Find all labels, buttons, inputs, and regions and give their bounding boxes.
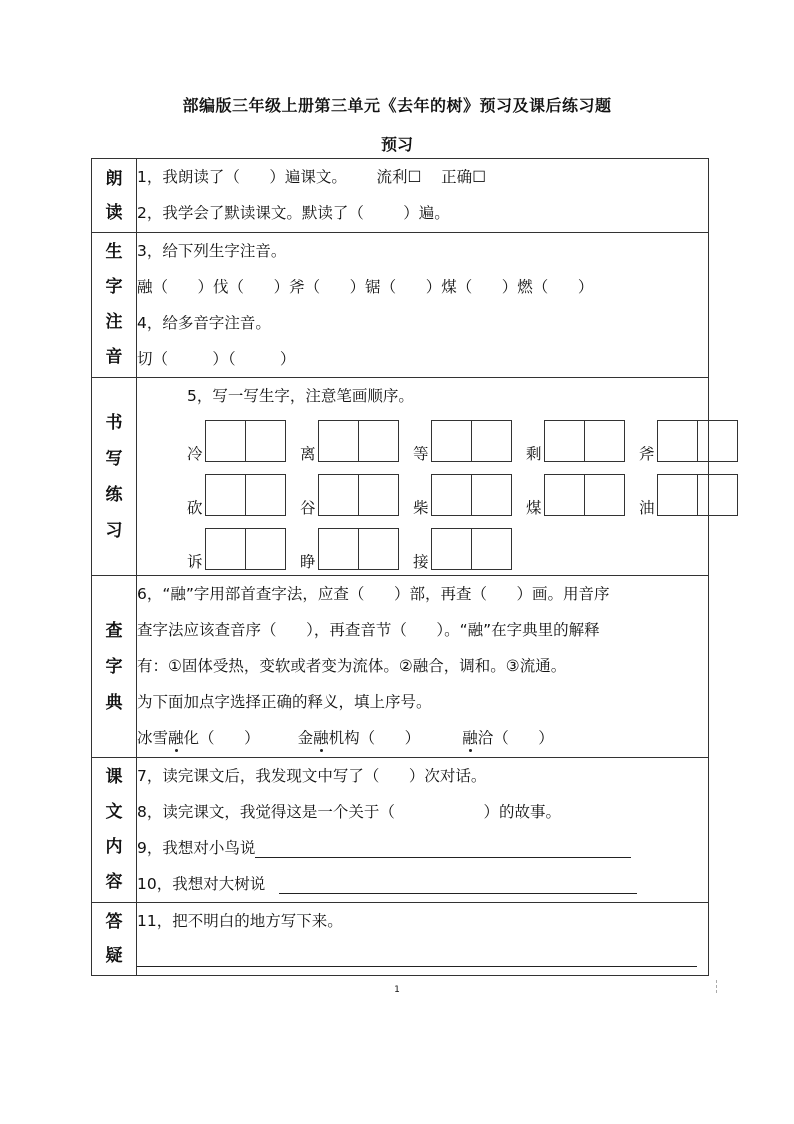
question-1[interactable]: 1，我朗读了（ ）遍课文。 流利☐ 正确☐ — [137, 168, 486, 186]
writing-cell[interactable] — [432, 421, 471, 461]
heading-char: 音 — [105, 347, 123, 367]
writing-item — [639, 474, 738, 520]
writing-cell[interactable] — [358, 421, 398, 461]
dotted-char: 融 — [168, 729, 184, 747]
section-heading-content — [92, 758, 137, 903]
writing-item — [300, 420, 399, 466]
writing-box[interactable] — [431, 474, 512, 516]
section-heading-qa — [92, 903, 137, 976]
practice-char: 等 — [413, 445, 429, 463]
writing-item — [300, 528, 399, 574]
question-10[interactable]: 10，我想对大树说 — [137, 866, 708, 902]
practice-char: 油 — [639, 499, 655, 517]
heading-char: 字 — [105, 277, 123, 297]
writing-cell[interactable] — [658, 421, 697, 461]
writing-item — [413, 420, 512, 466]
heading-char: 书 — [105, 412, 123, 433]
practice-char: 砍 — [187, 499, 203, 517]
question-9[interactable]: 9，我想对小鸟说 — [137, 830, 708, 866]
worksheet-table — [91, 158, 709, 976]
dotted-char: 融 — [313, 729, 329, 747]
writing-cell[interactable] — [584, 475, 624, 515]
writing-item — [526, 474, 625, 520]
meaning-choices[interactable]: 冰雪融化（ ） 金融机构（ ） 融洽（ ） — [137, 729, 554, 747]
heading-char: 典 — [105, 692, 123, 713]
polyphone-blanks[interactable]: 切（ ）（ ） — [137, 350, 296, 368]
writing-grid-row — [187, 466, 708, 520]
writing-box[interactable] — [205, 528, 286, 570]
writing-item — [300, 474, 399, 520]
heading-char: 读 — [105, 202, 123, 223]
heading-char: 习 — [105, 520, 123, 541]
writing-cell[interactable] — [245, 421, 285, 461]
writing-cell[interactable] — [432, 475, 471, 515]
writing-cell[interactable] — [471, 421, 511, 461]
writing-box[interactable] — [544, 474, 625, 516]
heading-char: 查 — [105, 620, 123, 641]
section-content-pinyin — [137, 233, 709, 378]
practice-char: 斧 — [639, 445, 655, 463]
pinyin-blanks[interactable]: 融（ ）伐（ ）斧（ ）锯（ ）煤（ ）燃（ ） — [137, 278, 594, 296]
section-content-qa — [137, 903, 709, 976]
writing-item — [187, 474, 286, 520]
heading-char: 内 — [105, 837, 123, 857]
writing-cell[interactable] — [358, 529, 398, 569]
section-content-dictionary — [137, 576, 709, 758]
question-5: 5，写一写生字，注意笔画顺序。 — [187, 387, 414, 405]
practice-char: 接 — [413, 553, 429, 571]
writing-cell[interactable] — [206, 529, 245, 569]
writing-cell[interactable] — [658, 475, 697, 515]
writing-cell[interactable] — [358, 475, 398, 515]
heading-char: 写 — [105, 448, 123, 469]
writing-item — [413, 474, 512, 520]
writing-cell[interactable] — [245, 529, 285, 569]
writing-box[interactable] — [657, 474, 738, 516]
question-6-line-1[interactable]: 6，“融”字用部首查字法，应查（ ）部，再查（ ）画。用音序 — [137, 585, 610, 603]
section-content-text — [137, 758, 709, 903]
question-11-answer[interactable] — [137, 939, 708, 975]
answer-line — [279, 875, 637, 894]
heading-char: 疑 — [105, 946, 123, 966]
heading-char: 注 — [105, 312, 123, 332]
edge-marks — [713, 978, 721, 998]
writing-item — [187, 420, 286, 466]
practice-char: 煤 — [526, 499, 542, 517]
question-3: 3，给下列生字注音。 — [137, 242, 287, 260]
page-title: 部编版三年级上册第三单元《去年的树》预习及课后练习题 — [182, 96, 612, 115]
writing-item — [413, 528, 512, 574]
heading-char: 练 — [105, 484, 123, 505]
question-6-line-4: 为下面加点字选择正确的释义，填上序号。 — [137, 693, 432, 711]
practice-char: 柴 — [413, 499, 429, 517]
heading-char: 生 — [105, 242, 123, 262]
practice-char: 剩 — [526, 445, 542, 463]
writing-cell[interactable] — [319, 529, 358, 569]
writing-cell[interactable] — [545, 475, 584, 515]
section-subtitle: 预习 — [380, 135, 413, 154]
writing-cell[interactable] — [319, 421, 358, 461]
heading-char: 文 — [105, 802, 123, 822]
practice-char: 谷 — [300, 499, 316, 517]
page-number: 1 — [394, 985, 400, 995]
section-heading-dictionary — [92, 576, 137, 758]
writing-cell[interactable] — [584, 421, 624, 461]
writing-cell[interactable] — [245, 475, 285, 515]
section-heading-pinyin — [92, 233, 137, 378]
writing-cell[interactable] — [206, 421, 245, 461]
heading-char: 课 — [105, 767, 123, 787]
writing-cell[interactable] — [697, 421, 737, 461]
writing-box[interactable] — [318, 474, 399, 516]
writing-item — [187, 528, 286, 574]
practice-char: 离 — [300, 445, 316, 463]
question-2[interactable]: 2，我学会了默读课文。默读了（ ）遍。 — [137, 204, 450, 222]
writing-item — [639, 420, 738, 466]
dotted-char: 融 — [462, 729, 478, 747]
practice-char: 诉 — [187, 553, 203, 571]
heading-char: 容 — [105, 872, 123, 892]
writing-box[interactable] — [318, 528, 399, 570]
writing-cell[interactable] — [206, 475, 245, 515]
question-11: 11，把不明白的地方写下来。 — [137, 912, 343, 930]
question-6-line-3: 有：①固体受热，变软或者变为流体。②融合，调和。③流通。 — [137, 657, 567, 675]
answer-line — [255, 839, 631, 858]
section-heading-writing — [92, 378, 137, 576]
section-heading-reading — [92, 159, 137, 233]
writing-box[interactable] — [657, 420, 738, 462]
writing-grid-row — [187, 520, 708, 574]
writing-cell[interactable] — [432, 529, 471, 569]
question-6-line-2[interactable]: 查字法应该查音序（ ），再查音节（ ）。“融”在字典里的解释 — [137, 621, 600, 639]
writing-box[interactable] — [205, 474, 286, 516]
section-content-writing — [137, 378, 709, 576]
writing-grid-area — [187, 412, 708, 574]
writing-box[interactable] — [431, 528, 512, 570]
practice-char: 冷 — [187, 445, 203, 463]
writing-cell[interactable] — [471, 475, 511, 515]
writing-box[interactable] — [431, 420, 512, 462]
question-8[interactable]: 8，读完课文，我觉得这是一个关于（ ）的故事。 — [137, 803, 562, 821]
writing-cell[interactable] — [319, 475, 358, 515]
writing-box[interactable] — [205, 420, 286, 462]
writing-box[interactable] — [318, 420, 399, 462]
writing-item — [526, 420, 625, 466]
writing-cell[interactable] — [545, 421, 584, 461]
writing-box[interactable] — [544, 420, 625, 462]
heading-char: 答 — [105, 912, 123, 932]
section-content-reading — [137, 159, 709, 233]
answer-line — [137, 948, 697, 967]
heading-char: 朗 — [105, 168, 123, 189]
practice-char: 睁 — [300, 553, 316, 571]
question-4: 4，给多音字注音。 — [137, 314, 271, 332]
writing-grid-row — [187, 412, 708, 466]
question-7[interactable]: 7，读完课文后，我发现文中写了（ ）次对话。 — [137, 767, 487, 785]
writing-cell[interactable] — [697, 475, 737, 515]
heading-char: 字 — [105, 656, 123, 677]
writing-cell[interactable] — [471, 529, 511, 569]
